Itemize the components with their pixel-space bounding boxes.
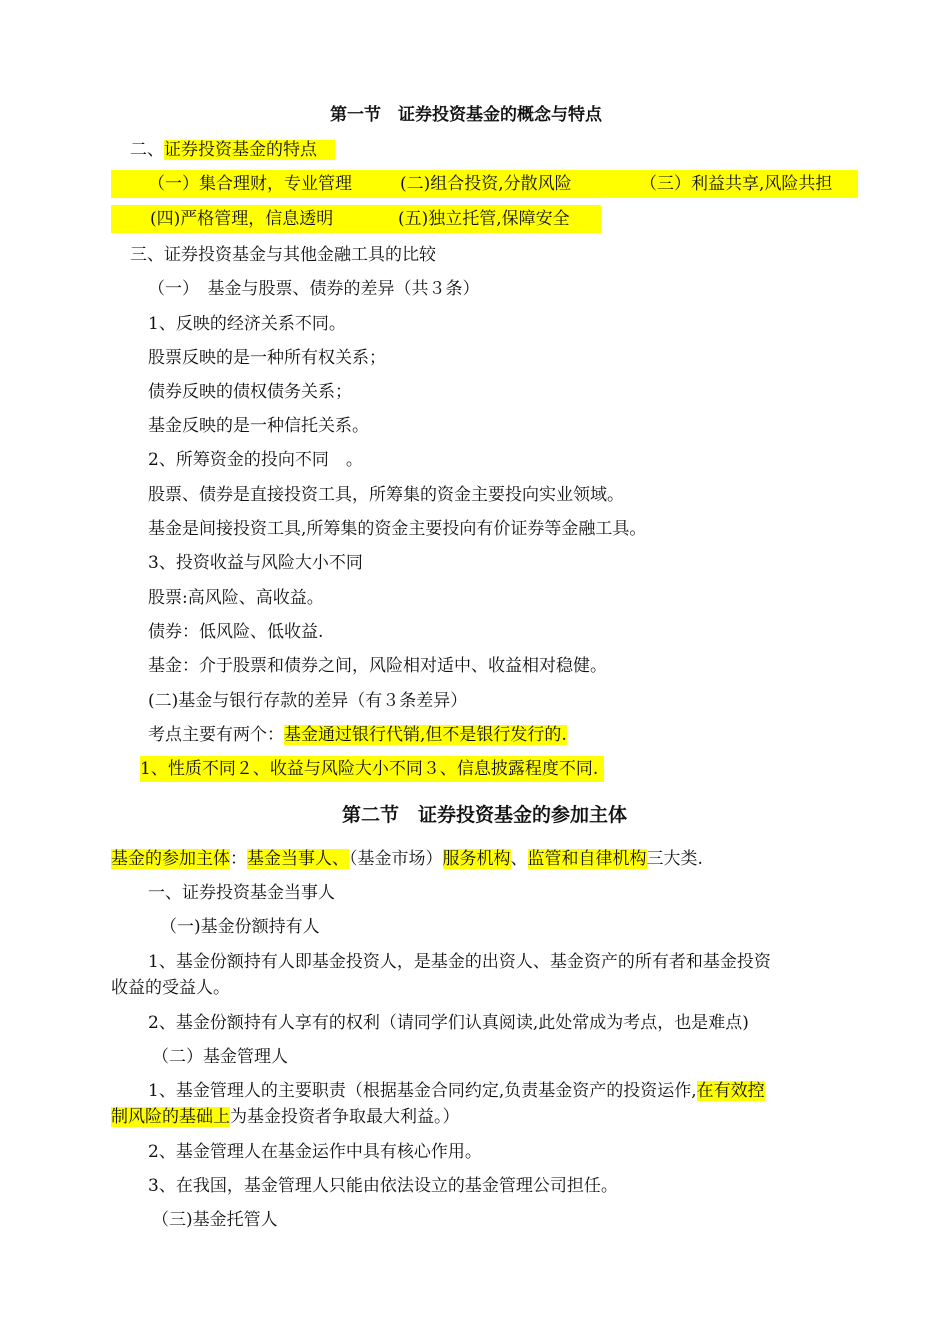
manager-duty-highlight2: 制风险的基础上 [111,1107,230,1127]
manager-duty-line1 [148,1078,765,1104]
exam-highlight: 基金通过银行代销,但不是银行发行的. [284,725,567,745]
paragraph: 基金反映的是一种信托关系。 [148,416,369,436]
paragraph: 2、基金管理人在基金运作中具有核心作用。 [148,1142,482,1162]
feature-5: (五)独立托管,保障安全 [398,209,570,229]
paragraph: 2、所筹资金的投向不同 。 [148,450,363,470]
manager-duty-line2 [111,1104,460,1130]
subjects-hl1: 基金的参加主体 [111,849,230,869]
exam-prefix: 考点主要有两个： [148,725,284,745]
subjects-mid: （基金市场） [349,849,443,869]
paragraph: 基金：介于股票和债券之间，风险相对适中、收益相对稳健。 [148,656,607,676]
item2-prefix: 二、 [130,140,164,160]
paragraph: 收益的受益人。 [111,978,230,998]
sub2-heading: （二）基金管理人 [152,1047,288,1067]
subjects-line [111,846,703,872]
sub3-heading: （三)基金托管人 [152,1210,278,1230]
feature-2: (二)组合投资,分散风险 [400,174,572,194]
section1-title: 第一节 证券投资基金的概念与特点 [330,105,602,125]
paragraph: 股票:高风险、高收益。 [148,588,324,608]
paragraph: 股票、债券是直接投资工具，所筹集的资金主要投向实业领域。 [148,485,624,505]
sub1-heading: （一)基金份额持有人 [160,917,320,937]
item2-heading [130,137,335,163]
paragraph: 3、在我国，基金管理人只能由依法设立的基金管理公司担任。 [148,1176,618,1196]
paragraph: 3、投资收益与风险大小不同 [148,553,363,573]
exam-line2: 1、性质不同２、收益与风险大小不同３、信息披露程度不同. [140,756,604,782]
item2-title: 证券投资基金的特点 [164,140,335,160]
subjects-sep2: 、 [510,849,528,869]
exam-points [148,722,567,748]
subjects-hl2: 基金当事人、 [247,849,349,869]
paragraph: 1、基金份额持有人即基金投资人，是基金的出资人、基金资产的所有者和基金投资 [148,952,771,972]
manager-duty-text: 1、基金管理人的主要职责（根据基金合同约定,负责基金资产的投资运作, [148,1081,697,1101]
paragraph: 债券：低风险、低收益. [148,622,324,642]
feature-4: (四)严格管理，信息透明 [150,209,334,229]
paragraph: 基金是间接投资工具,所筹集的资金主要投向有价证券等金融工具。 [148,519,647,539]
paragraph: 2、基金份额持有人享有的权利（请同学们认真阅读,此处常成为考点，也是难点) [148,1013,749,1033]
subjects-tail: 三大类. [646,849,703,869]
paragraph: 1、反映的经济关系不同。 [148,314,346,334]
section2-title: 第二节 证券投资基金的参加主体 [342,804,628,826]
subjects-sep1: ： [230,849,247,869]
paragraph: 股票反映的是一种所有权关系； [148,348,386,368]
manager-duty-tail: 为基金投资者争取最大利益。） [230,1107,460,1127]
feature-1: （一）集合理财，专业管理 [148,174,352,194]
item3-heading: 三、证券投资基金与其他金融工具的比较 [130,245,436,265]
item1-heading: 一、证券投资基金当事人 [148,883,335,903]
subjects-hl4: 监管和自律机构 [527,849,647,869]
sub1-heading: （一） 基金与股票、债券的差异（共３条） [148,279,480,299]
feature-3: （三）利益共享,风险共担 [640,174,833,194]
paragraph: 债券反映的债权债务关系； [148,382,352,402]
subjects-hl3: 服务机构 [442,849,511,869]
sub2-heading: (二)基金与银行存款的差异（有３条差异） [148,691,468,711]
manager-duty-highlight: 在有效控 [696,1081,765,1101]
